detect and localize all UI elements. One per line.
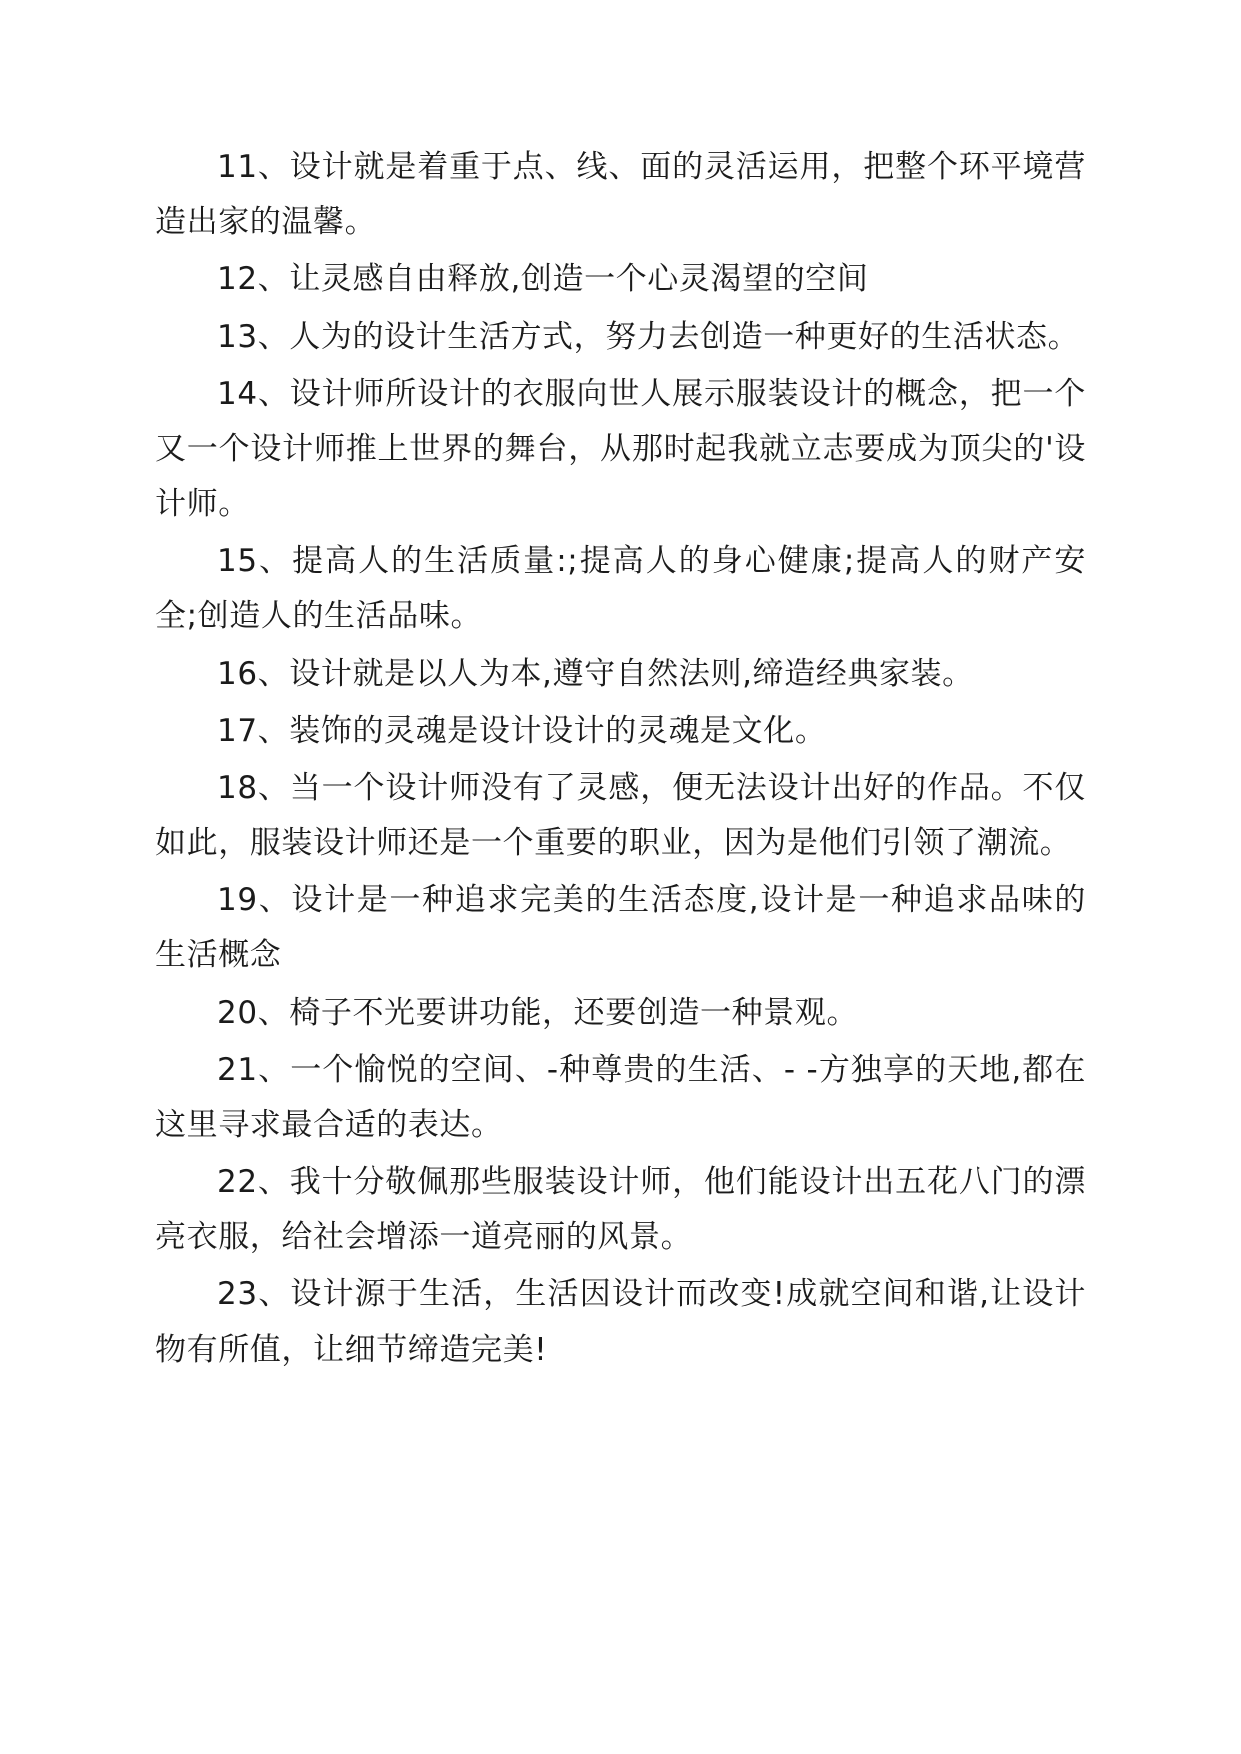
paragraph-12: 12、让灵感自由释放,创造一个心灵渴望的空间 bbox=[217, 261, 869, 298]
paragraph-19: 19、设计是一种追求完美的生活态度,设计是一种追求品味的生活概念 bbox=[155, 882, 1086, 974]
paragraph-14: 14、设计师所设计的衣服向世人展示服装设计的概念，把一个又一个设计师推上世界的舞台，从那时起我就立志要成为顶尖的'设计师。 bbox=[155, 375, 1086, 523]
paragraph-18: 18、当一个设计师没有了灵感，便无法设计出好的作品。不仅如此，服装设计师还是一个重要的职业，因为是他们引领了潮流。 bbox=[155, 769, 1086, 862]
paragraph-15: 15、提高人的生活质量:;提高人的身心健康;提高人的财产安全;创造人的生活品味。 bbox=[155, 543, 1086, 635]
paragraph-21: 21、一个愉悦的空间、-种尊贵的生活、- -方独享的天地,都在这里寻求最合适的表达。 bbox=[155, 1051, 1086, 1143]
paragraph-16: 16、设计就是以人为本,遵守自然法则,缔造经典家装。 bbox=[217, 655, 974, 692]
paragraph-22: 22、我十分敬佩那些服装设计师，他们能设计出五花八门的漂亮衣服，给社会增添一道亮丽的风景。 bbox=[155, 1164, 1086, 1256]
paragraph-23: 23、设计源于生活，生活因设计而改变!成就空间和谐,让设计物有所值，让细节缔造完美! bbox=[155, 1276, 1086, 1368]
paragraph-20: 20、椅子不光要讲功能，还要创造一种景观。 bbox=[217, 994, 859, 1031]
paragraph-17: 17、装饰的灵魂是设计设计的灵魂是文化。 bbox=[217, 712, 827, 749]
paragraph-11: 11、设计就是着重于点、线、面的灵活运用，把整个环平境营造出家的温馨。 bbox=[155, 149, 1086, 241]
paragraph-13: 13、人为的设计生活方式，努力去创造一种更好的生活状态。 bbox=[217, 318, 1080, 355]
document-body bbox=[155, 140, 1086, 1378]
